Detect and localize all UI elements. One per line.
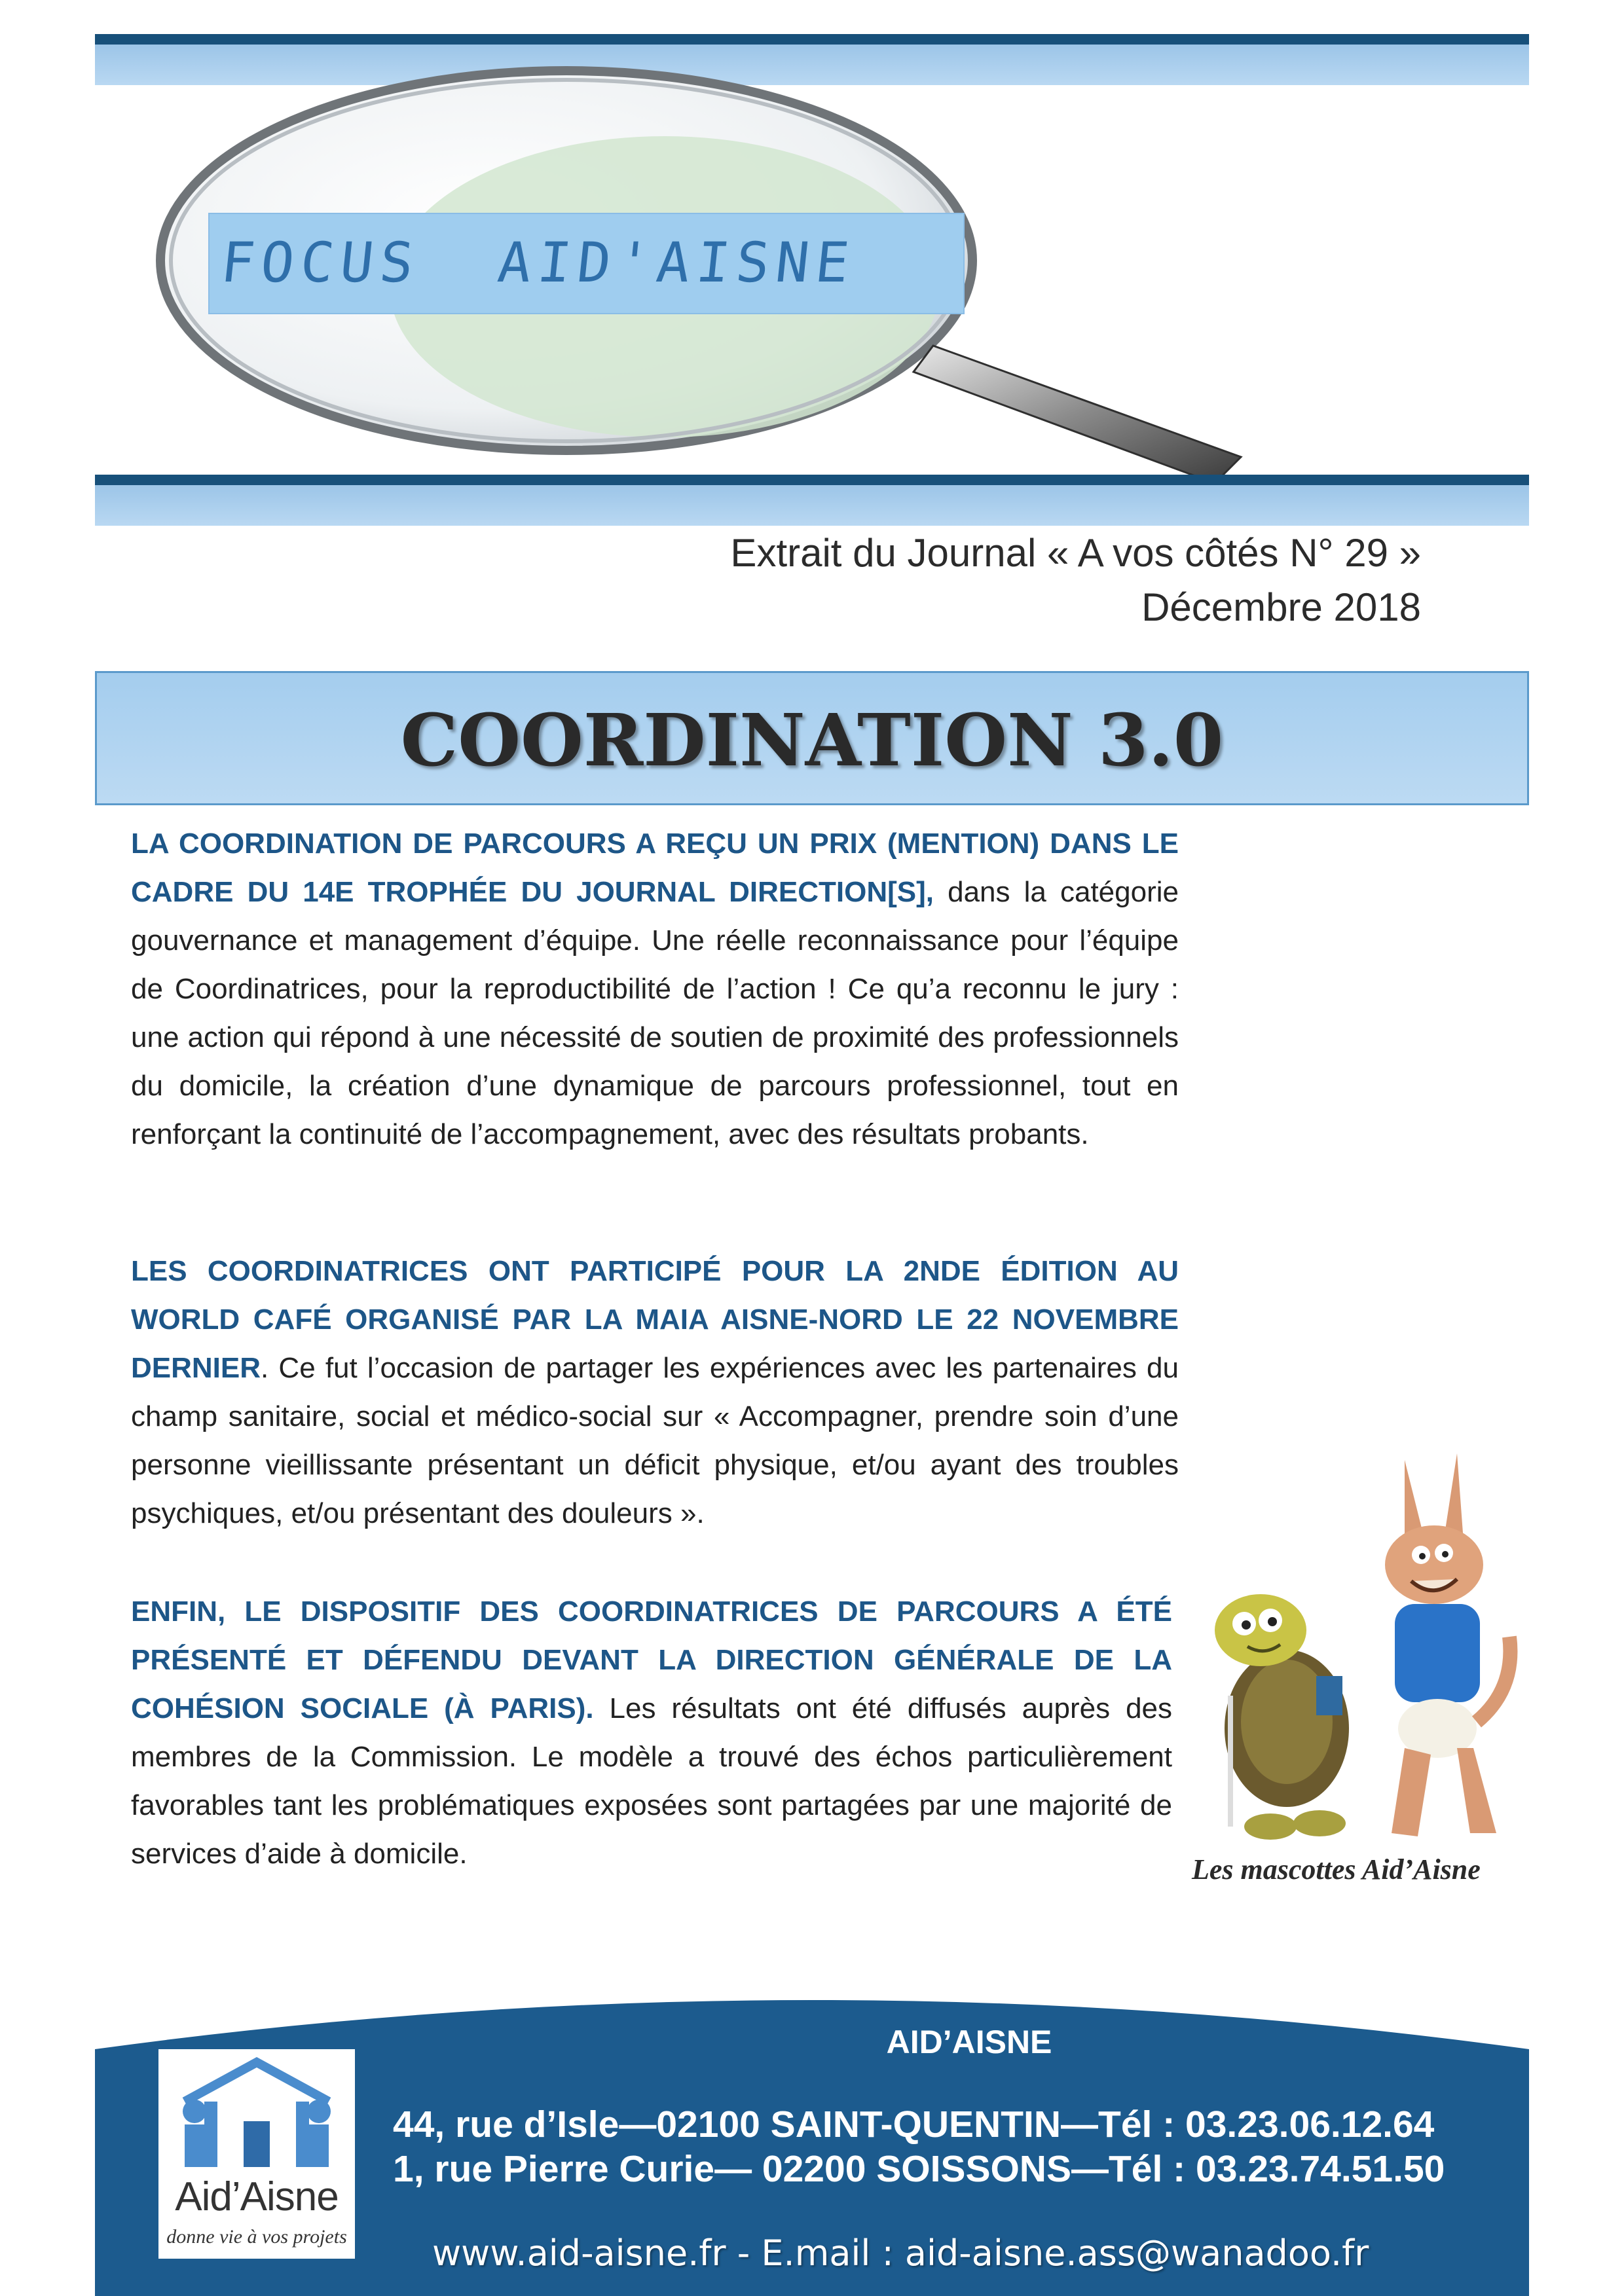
logo-name: Aid’Aisne <box>175 2174 339 2219</box>
page-title: COORDINATION 3.0 <box>400 698 1224 782</box>
focus-title <box>218 230 858 295</box>
paragraph-body: dans la catégorie gouvernance et management d’équipe. Une réelle reconnaissance pour l’équipe de Coordinatrices, pour la reproductibilité de l’action ! Ce qu’a reconnu le jury : une action qui répond à une nécessité de soutien de proximité des professionnels du domicile, la création d’une dynamique de parcours professionnel, tout en renforçant la continuité de l’accompagnement, avec des résultats probants. <box>131 876 1179 1150</box>
journal-extract: Extrait du Journal « A vos côtés N° 29 » <box>730 531 1421 575</box>
footer-address-saint-quentin: 44, rue d’Isle—02100 SAINT-QUENTIN—Tél : 03.23.06.12.64 <box>393 2104 1435 2145</box>
journal-date: Décembre 2018 <box>1141 585 1421 629</box>
footer-contact-web[interactable]: www.aid-aisne.fr - E.mail : aid-aisne.ass@wanadoo.fr <box>432 2232 1369 2274</box>
header-bar-bottom <box>95 475 1529 526</box>
footer-org-name: AID’AISNE <box>886 2024 1052 2060</box>
paragraph-prize <box>131 820 1179 1159</box>
footer-address-soissons: 1, rue Pierre Curie— 02200 SOISSONS—Tél : 03.23.74.51.50 <box>393 2148 1445 2190</box>
mascot-caption: Les mascottes Aid’Aisne <box>1192 1853 1481 1886</box>
paragraph-body: . Ce fut l’occasion de partager les expériences avec les partenaires du champ sanitaire, social et médico-social sur « Accompagner, prendre soin d’une personne vieillissante présentant un déficit physique, et/ou ayant des troubles psychiques, et/ou présentant des douleurs ». <box>131 1352 1179 1529</box>
focus-word: FOCUS <box>217 230 424 295</box>
aidaisne-logo <box>158 2049 355 2259</box>
title-banner <box>95 671 1529 805</box>
paragraph-dgcs <box>131 1588 1172 1878</box>
logo-tagline: donne vie à vos projets <box>166 2226 347 2248</box>
paragraph-lead: ENFIN, LE DISPOSITIF DES COORDINATRICES DE PARCOURS A ÉTÉ PRÉSENTÉ ET DÉFENDU DEVANT LA DIRECTION GÉNÉRALE DE LA COHÉSION SOCIALE (À PARIS). <box>131 1595 1172 1724</box>
handle-shape <box>913 346 1241 483</box>
paragraph-body: Les résultats ont été diffusés auprès des membres de la Commission. Le modèle a trouvé des échos particulièrement favorables tant les problématiques exposées sont partagées par une majorité de services d’aide à domicile. <box>131 1692 1173 1870</box>
paragraph-world-cafe <box>131 1247 1179 1538</box>
kangaroo-mascot <box>1385 1453 1510 1836</box>
paragraph-lead: LA COORDINATION DE PARCOURS A REÇU UN PRIX (MENTION) DANS LE CADRE DU 14E TROPHÉE DU JOURNAL DIRECTION[S], <box>131 828 1179 908</box>
turtle-mascot <box>1215 1594 1349 1840</box>
mascots-illustration <box>1208 1440 1522 1846</box>
house-logo-icon <box>158 2049 355 2174</box>
focus-word: AID'AISNE <box>494 230 859 295</box>
paragraph-lead: LES COORDINATRICES ONT PARTICIPÉ POUR LA 2NDE ÉDITION AU WORLD CAFÉ ORGANISÉ PAR LA MAIA AISNE-NORD LE 22 NOVEMBRE DERNIER <box>131 1255 1179 1384</box>
